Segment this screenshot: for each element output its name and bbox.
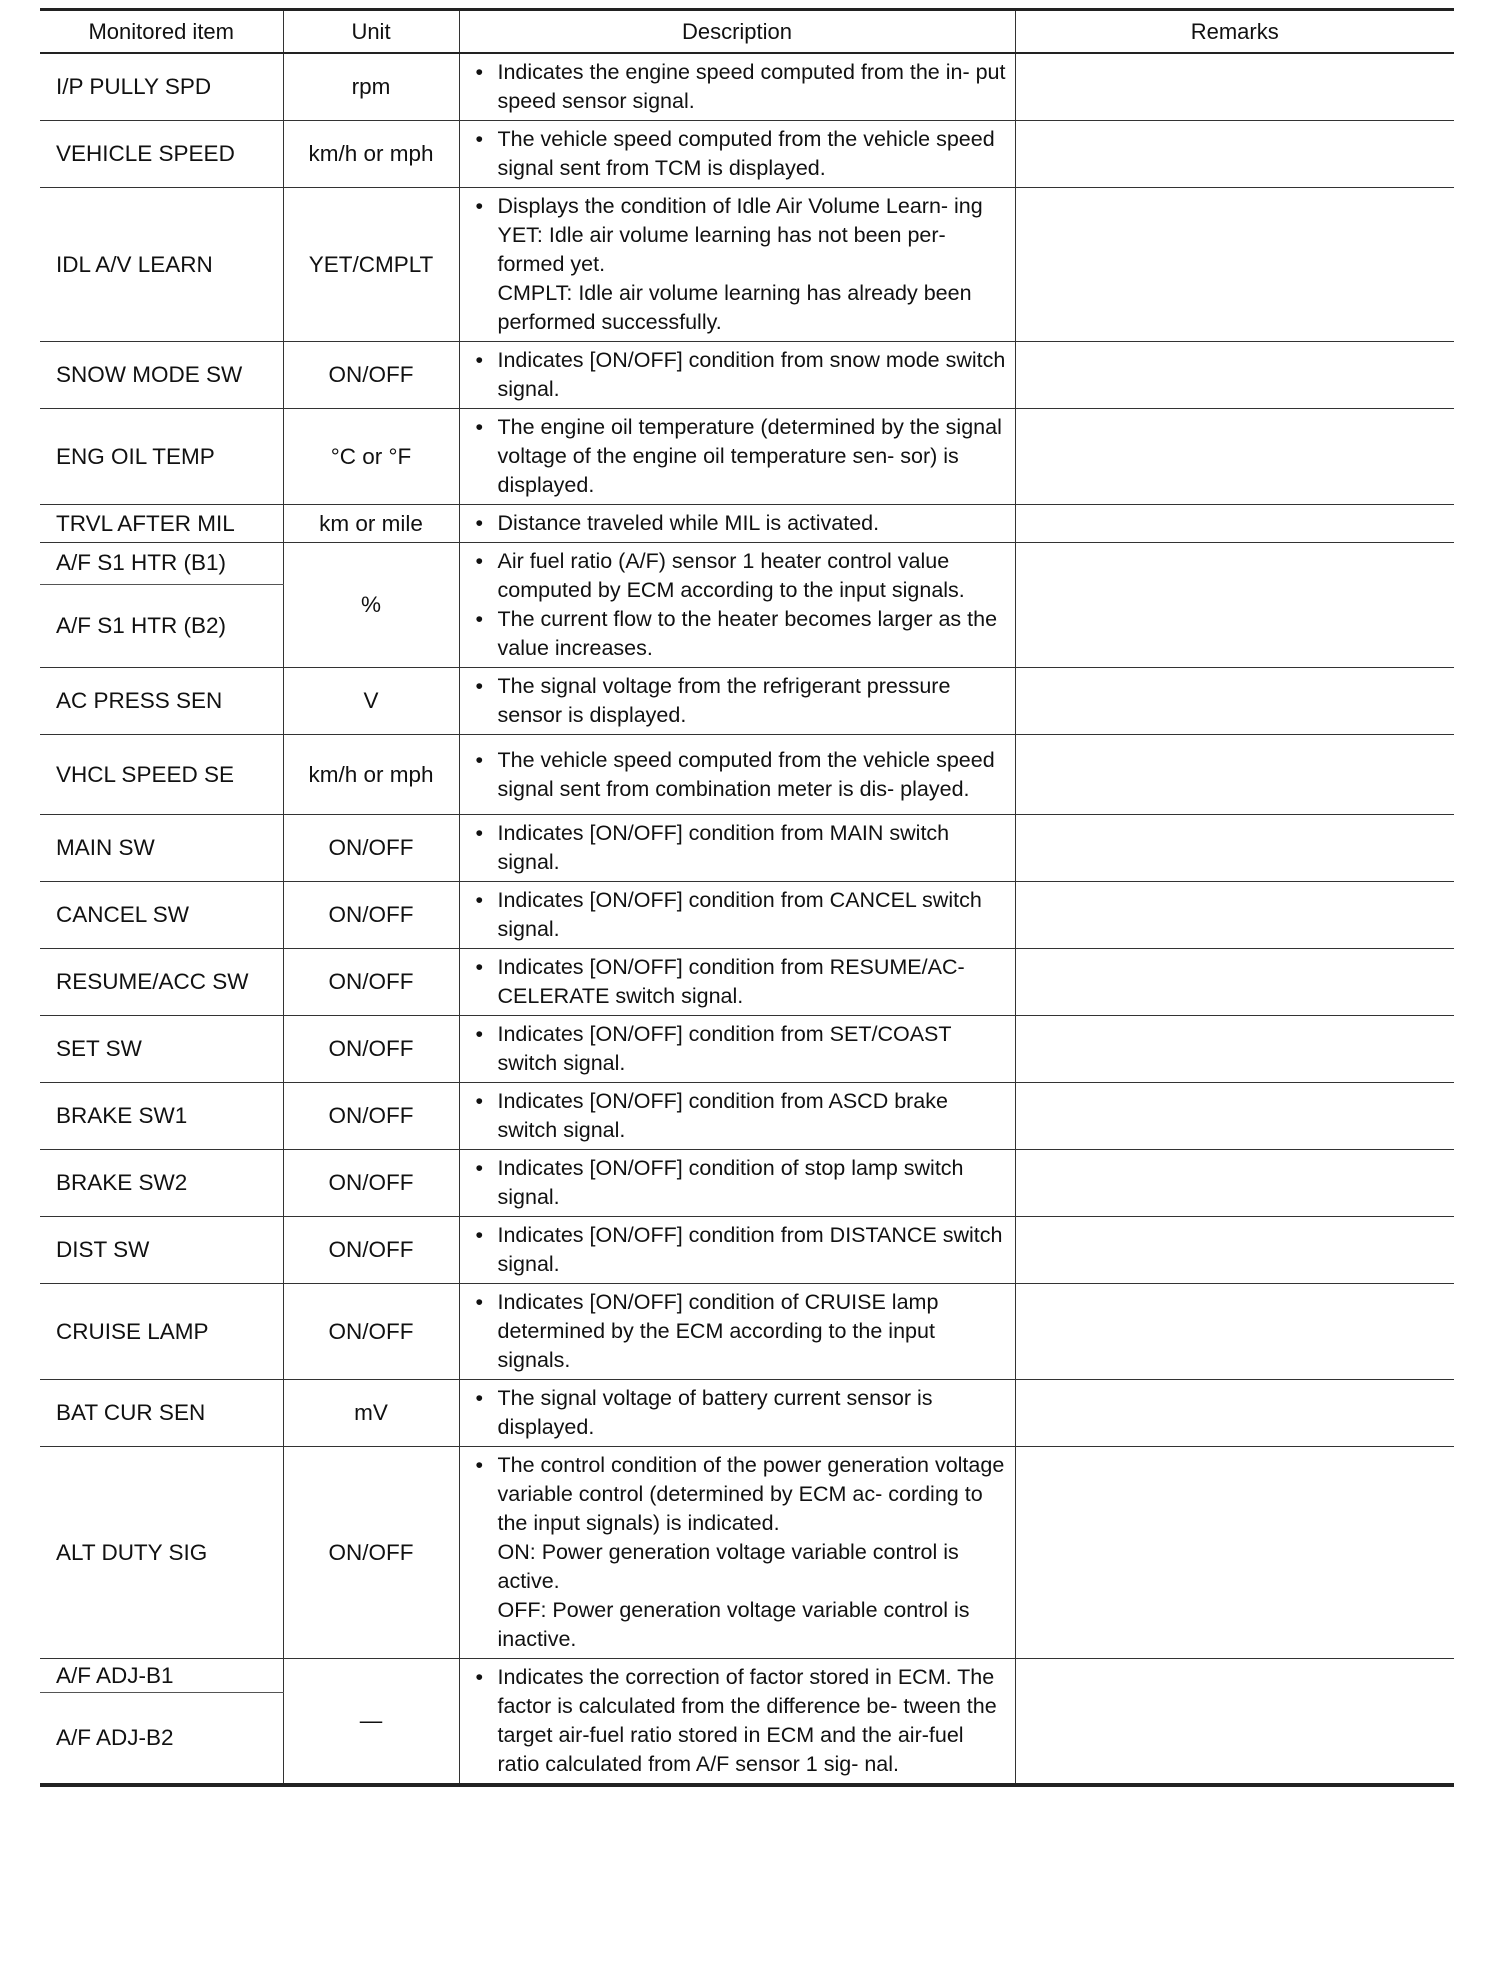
description-cell [459, 1380, 1015, 1447]
description-cell [459, 668, 1015, 735]
description-list [474, 1663, 1007, 1779]
description-note: CMPLT: Idle air volume learning has already been performed successfully. [497, 281, 972, 334]
unit-cell: ON/OFF [283, 342, 459, 409]
table-row [40, 1380, 1454, 1447]
description-cell [459, 409, 1015, 505]
unit-cell: YET/CMPLT [283, 188, 459, 342]
description-bullet: • The signal voltage from the refrigerant pressure sensor is displayed. [474, 672, 1007, 730]
description-cell [459, 1150, 1015, 1217]
remarks-cell [1015, 543, 1454, 668]
monitored-item-cell: MAIN SW [40, 815, 283, 882]
unit-cell: ON/OFF [283, 1284, 459, 1380]
description-list [474, 1087, 1007, 1145]
description-bullet: • Indicates the engine speed computed from the in- put speed sensor signal. [474, 58, 1007, 116]
description-bullet: • The vehicle speed computed from the vehicle speed signal sent from combination meter is dis- played. [474, 746, 1007, 804]
description-list [474, 509, 1007, 538]
remarks-cell [1015, 882, 1454, 949]
description-bullet: • Distance traveled while MIL is activated. [474, 509, 1007, 538]
description-list [474, 413, 1007, 500]
description-bullet: • The vehicle speed computed from the vehicle speed signal sent from TCM is displayed. [474, 125, 1007, 183]
description-cell [459, 735, 1015, 815]
description-bullet: • Indicates the correction of factor stored in ECM. The factor is calculated from the difference be- tween the target air-fuel ratio stored in ECM and the air-fuel ratio calculated from A/F sensor 1 sig- nal. [474, 1663, 1007, 1779]
table-row [40, 1284, 1454, 1380]
description-cell [459, 188, 1015, 342]
table-row [40, 1217, 1454, 1284]
description-cell [459, 1016, 1015, 1083]
description-list [474, 953, 1007, 1011]
table-row [40, 735, 1454, 815]
table-row [40, 949, 1454, 1016]
remarks-cell [1015, 342, 1454, 409]
header-monitored-item: Monitored item [40, 10, 283, 54]
table-header-row [40, 10, 1454, 54]
monitored-item-cell: A/F S1 HTR (B1) [40, 543, 283, 585]
description-bullet: • The control condition of the power generation voltage variable control (determined by ECM ac- cording to the input signals) is indicated. [474, 1451, 1007, 1538]
unit-cell: ON/OFF [283, 1016, 459, 1083]
description-bullet: • Indicates [ON/OFF] condition from DISTANCE switch signal. [474, 1221, 1007, 1279]
description-cell [459, 815, 1015, 882]
description-list [474, 746, 1007, 804]
monitored-item-cell: I/P PULLY SPD [40, 53, 283, 121]
remarks-cell [1015, 1380, 1454, 1447]
unit-cell: — [283, 1659, 459, 1786]
description-bullet: • Indicates [ON/OFF] condition from snow mode switch signal. [474, 346, 1007, 404]
description-list [474, 1154, 1007, 1212]
table-row [40, 505, 1454, 543]
monitored-item-cell: SNOW MODE SW [40, 342, 283, 409]
monitored-item-cell: RESUME/ACC SW [40, 949, 283, 1016]
unit-cell: km/h or mph [283, 121, 459, 188]
description-cell [459, 342, 1015, 409]
remarks-cell [1015, 949, 1454, 1016]
table-row [40, 1150, 1454, 1217]
remarks-cell [1015, 1083, 1454, 1150]
table-row [40, 1447, 1454, 1659]
monitored-item-cell: BAT CUR SEN [40, 1380, 283, 1447]
description-cell [459, 505, 1015, 543]
unit-cell: % [283, 543, 459, 668]
monitored-item-cell: AC PRESS SEN [40, 668, 283, 735]
description-list [474, 125, 1007, 183]
monitored-item-cell: A/F ADJ-B2 [40, 1693, 283, 1785]
description-bullet: • The current flow to the heater becomes larger as the value increases. [474, 605, 1007, 663]
remarks-cell [1015, 505, 1454, 543]
description-bullet: • Indicates [ON/OFF] condition of CRUISE lamp determined by the ECM according to the input signals. [474, 1288, 1007, 1375]
monitored-item-cell: SET SW [40, 1016, 283, 1083]
description-note: YET: Idle air volume learning has not been per- formed yet. [497, 223, 946, 276]
remarks-cell [1015, 668, 1454, 735]
monitored-item-cell: BRAKE SW2 [40, 1150, 283, 1217]
description-note: OFF: Power generation voltage variable control is inactive. [497, 1598, 970, 1651]
description-list [474, 192, 1007, 221]
table-row [40, 543, 1454, 585]
unit-cell: ON/OFF [283, 815, 459, 882]
monitored-item-cell: ENG OIL TEMP [40, 409, 283, 505]
description-list [474, 1384, 1007, 1442]
description-bullet: • The signal voltage of battery current sensor is displayed. [474, 1384, 1007, 1442]
description-bullet: • Indicates [ON/OFF] condition from MAIN switch signal. [474, 819, 1007, 877]
table-row [40, 1016, 1454, 1083]
table-row [40, 882, 1454, 949]
unit-cell: ON/OFF [283, 1083, 459, 1150]
unit-cell: ON/OFF [283, 949, 459, 1016]
remarks-cell [1015, 1659, 1454, 1786]
unit-cell: ON/OFF [283, 1150, 459, 1217]
description-list [474, 819, 1007, 877]
remarks-cell [1015, 53, 1454, 121]
description-bullet: • The engine oil temperature (determined by the signal voltage of the engine oil temperature sen- sor) is displayed. [474, 413, 1007, 500]
monitored-item-cell: VEHICLE SPEED [40, 121, 283, 188]
description-cell [459, 121, 1015, 188]
remarks-cell [1015, 1150, 1454, 1217]
monitored-item-cell: IDL A/V LEARN [40, 188, 283, 342]
remarks-cell [1015, 1447, 1454, 1659]
monitored-item-cell: CRUISE LAMP [40, 1284, 283, 1380]
description-cell [459, 543, 1015, 668]
table-row [40, 1083, 1454, 1150]
table-row [40, 342, 1454, 409]
description-list [474, 1288, 1007, 1375]
description-cell [459, 949, 1015, 1016]
table-row [40, 815, 1454, 882]
description-list [474, 58, 1007, 116]
unit-cell: ON/OFF [283, 882, 459, 949]
description-list [474, 886, 1007, 944]
monitored-item-cell: A/F S1 HTR (B2) [40, 584, 283, 667]
monitored-item-cell: ALT DUTY SIG [40, 1447, 283, 1659]
description-list [474, 346, 1007, 404]
table-row [40, 668, 1454, 735]
description-cell [459, 1447, 1015, 1659]
monitored-item-cell: BRAKE SW1 [40, 1083, 283, 1150]
description-bullet: • Indicates [ON/OFF] condition from SET/COAST switch signal. [474, 1020, 1007, 1078]
description-cell [459, 53, 1015, 121]
unit-cell: rpm [283, 53, 459, 121]
monitored-item-cell: DIST SW [40, 1217, 283, 1284]
unit-cell: ON/OFF [283, 1217, 459, 1284]
unit-cell: °C or °F [283, 409, 459, 505]
description-list [474, 672, 1007, 730]
remarks-cell [1015, 815, 1454, 882]
monitored-item-cell: VHCL SPEED SE [40, 735, 283, 815]
header-remarks: Remarks [1015, 10, 1454, 54]
description-cell [459, 882, 1015, 949]
table-row [40, 188, 1454, 342]
table-row [40, 409, 1454, 505]
description-bullet: • Indicates [ON/OFF] condition from CANCEL switch signal. [474, 886, 1007, 944]
monitored-item-cell: A/F ADJ-B1 [40, 1659, 283, 1693]
unit-cell: V [283, 668, 459, 735]
description-bullet: • Air fuel ratio (A/F) sensor 1 heater control value computed by ECM according to the input signals. [474, 547, 1007, 605]
description-cell [459, 1284, 1015, 1380]
remarks-cell [1015, 735, 1454, 815]
description-list [474, 1020, 1007, 1078]
description-note: ON: Power generation voltage variable control is active. [497, 1540, 959, 1593]
table-row [40, 121, 1454, 188]
header-description: Description [459, 10, 1015, 54]
description-bullet: • Displays the condition of Idle Air Volume Learn- ing [474, 192, 1007, 221]
description-bullet: • Indicates [ON/OFF] condition from ASCD brake switch signal. [474, 1087, 1007, 1145]
description-bullet: • Indicates [ON/OFF] condition of stop lamp switch signal. [474, 1154, 1007, 1212]
description-list [474, 1451, 1007, 1538]
description-list [474, 547, 1007, 663]
remarks-cell [1015, 1217, 1454, 1284]
unit-cell: km/h or mph [283, 735, 459, 815]
description-cell [459, 1217, 1015, 1284]
remarks-cell [1015, 188, 1454, 342]
remarks-cell [1015, 1016, 1454, 1083]
table-row [40, 1659, 1454, 1693]
description-cell [459, 1659, 1015, 1786]
description-list [474, 1221, 1007, 1279]
header-unit: Unit [283, 10, 459, 54]
unit-cell: km or mile [283, 505, 459, 543]
description-bullet: • Indicates [ON/OFF] condition from RESUME/AC- CELERATE switch signal. [474, 953, 1007, 1011]
monitored-item-cell: CANCEL SW [40, 882, 283, 949]
description-cell [459, 1083, 1015, 1150]
unit-cell: mV [283, 1380, 459, 1447]
monitored-item-cell: TRVL AFTER MIL [40, 505, 283, 543]
remarks-cell [1015, 1284, 1454, 1380]
unit-cell: ON/OFF [283, 1447, 459, 1659]
table-row [40, 53, 1454, 121]
remarks-cell [1015, 121, 1454, 188]
monitor-item-table [40, 8, 1454, 1787]
remarks-cell [1015, 409, 1454, 505]
